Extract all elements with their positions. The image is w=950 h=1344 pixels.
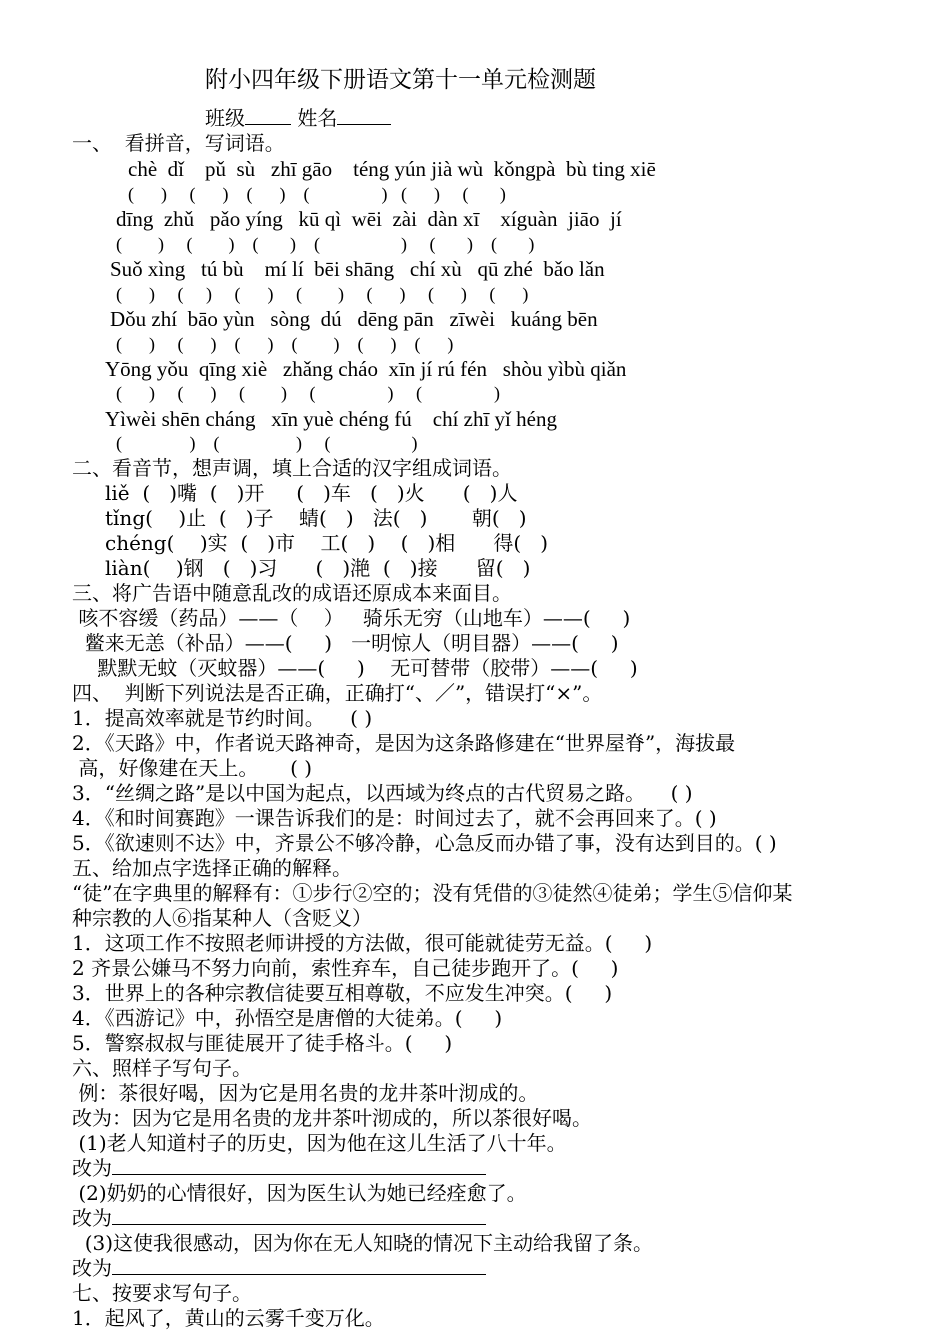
class-field[interactable] bbox=[245, 106, 291, 125]
meaning-item-3[interactable]: 3．世界上的各种宗教信徒要互相尊敬，不应发生冲突。( ) bbox=[72, 981, 613, 1005]
page-title: 附小四年级下册语文第十一单元检测题 bbox=[205, 67, 596, 93]
meaning-item-5[interactable]: 5．警察叔叔与匪徒展开了徒手格斗。( ) bbox=[72, 1031, 453, 1055]
example-rewrite: 改为：因为它是用名贵的龙井茶叶沏成的，所以茶很好喝。 bbox=[72, 1106, 592, 1130]
definition-line-1: “徒”在字典里的解释有：①步行②空的；没有凭借的③徒然④徒弟；学生⑤信仰某 bbox=[72, 881, 793, 905]
judge-item-4[interactable]: 4．《和时间赛跑》一课告诉我们的是：时间过去了，就不会再回来了。( ) bbox=[72, 806, 717, 830]
idiom-line-1[interactable]: 咳不容缓（药品）——（ ） 骑乐无穷（山地车）——( ) bbox=[72, 606, 631, 630]
answer-line-2 bbox=[72, 1206, 486, 1230]
section-5-heading: 五、给加点字选择正确的解释。 bbox=[72, 856, 352, 880]
judge-item-3[interactable]: 3．“丝绸之路”是以中国为起点，以西域为终点的古代贸易之路。 ( ) bbox=[72, 781, 693, 805]
section-2-heading: 二、看音节，想声调，填上合适的汉字组成词语。 bbox=[72, 456, 512, 480]
idiom-line-3[interactable]: 默默无蚊（灭蚊器）——( ) 无可替带（胶带）——( ) bbox=[72, 656, 638, 680]
answer-field-3[interactable] bbox=[112, 1256, 486, 1275]
name-field[interactable] bbox=[337, 106, 391, 125]
example-sentence: 例：茶很好喝，因为它是用名贵的龙井茶叶沏成的。 bbox=[72, 1081, 539, 1105]
answer-brackets-row-2[interactable]: ( ) ( ) ( ) ( ) ( ) ( ) bbox=[116, 234, 535, 254]
answer-brackets-row-1[interactable]: ( ) ( ) ( ) ( ) ( ) ( ) bbox=[128, 184, 506, 204]
answer-brackets-row-3[interactable]: ( ) ( ) ( ) ( ) ( ) ( ) ( ) bbox=[116, 284, 529, 304]
pinyin-row-6: Yìwèi shēn cháng xīn yuè chéng fú chí zhī yǐ héng bbox=[105, 407, 557, 431]
rewrite-item-2: (2)奶奶的心情很好，因为医生认为她已经痊愈了。 bbox=[72, 1181, 527, 1205]
tone-line-1[interactable]: liě ( )嘴 ( )开 ( )车 ( )火 ( )人 bbox=[105, 481, 518, 505]
definition-line-2: 种宗教的人⑥指某种人（含贬义） bbox=[72, 906, 372, 930]
pinyin-row-3: Suǒ xìng tú bù mí lí bēi shāng chí xù qū zhé bǎo lǎn bbox=[110, 257, 605, 281]
section-7-heading: 七、按要求写句子。 bbox=[72, 1281, 252, 1305]
judge-item-2: 2．《天路》中，作者说天路神奇，是因为这条路修建在“世界屋脊”，海拔最 bbox=[72, 731, 736, 755]
meaning-item-4[interactable]: 4．《西游记》中，孙悟空是唐僧的大徒弟。( ) bbox=[72, 1006, 503, 1030]
pinyin-row-4: Dǒu zhí bāo yùn sòng dú dēng pān zīwèi kuáng bēn bbox=[110, 307, 598, 331]
section-3-heading: 三、将广告语中随意乱改的成语还原成本来面目。 bbox=[72, 581, 512, 605]
rewrite-item-1: (1)老人知道村子的历史，因为他在这儿生活了八十年。 bbox=[72, 1131, 567, 1155]
answer-label: 改为 bbox=[72, 1206, 112, 1230]
answer-brackets-row-5[interactable]: ( ) ( ) ( ) ( ) ( ) bbox=[116, 383, 500, 403]
tone-line-4[interactable]: liàn( )钢 ( )习 ( )滟 ( )接 留( ) bbox=[105, 556, 531, 580]
section-4-heading: 四、 判断下列说法是否正确，正确打“、／”，错误打“×”。 bbox=[72, 681, 603, 705]
pinyin-row-2: dīng zhǔ pǎo yíng kū qì wēi zài dàn xī xíguàn jiāo jí bbox=[116, 207, 622, 231]
rewrite-item-3: (3)这使我很感动，因为你在无人知晓的情况下主动给我留了条。 bbox=[72, 1231, 654, 1255]
idiom-line-2[interactable]: 鳖来无恙（补品）——( ) 一明惊人（明目器）——( ) bbox=[72, 631, 619, 655]
pinyin-row-1: chè dǐ pǔ sù zhī gāo téng yún jià wù kǒngpà bù ting xiē bbox=[128, 157, 656, 181]
class-name-line bbox=[205, 106, 391, 130]
answer-field-1[interactable] bbox=[112, 1156, 486, 1175]
answer-brackets-row-6[interactable]: ( ) ( ) ( ) bbox=[116, 433, 418, 453]
meaning-item-1[interactable]: 1．这项工作不按照老师讲授的方法做，很可能就徒劳无益。( ) bbox=[72, 931, 653, 955]
section-1-heading: 一、 看拼音，写词语。 bbox=[72, 131, 285, 155]
answer-label: 改为 bbox=[72, 1156, 112, 1180]
class-label: 班级 bbox=[205, 106, 245, 130]
answer-line-3 bbox=[72, 1256, 486, 1280]
meaning-item-2[interactable]: 2 齐景公嫌马不努力向前，索性弃车，自己徒步跑开了。( ) bbox=[72, 956, 619, 980]
answer-label: 改为 bbox=[72, 1256, 112, 1280]
tone-line-3[interactable]: chéng( )实 ( )市 工( ) ( )相 得( ) bbox=[105, 531, 549, 555]
judge-item-5[interactable]: 5．《欲速则不达》中，齐景公不够冷静，心急反而办错了事，没有达到目的。( ) bbox=[72, 831, 777, 855]
section-6-heading: 六、照样子写句子。 bbox=[72, 1056, 252, 1080]
answer-brackets-row-4[interactable]: ( ) ( ) ( ) ( ) ( ) ( ) bbox=[116, 334, 454, 354]
answer-line-1 bbox=[72, 1156, 486, 1180]
tone-line-2[interactable]: tǐng( )止 ( )子 蜻( ) 法( ) 朝( ) bbox=[105, 506, 527, 530]
requirement-item-1: 1．起风了，黄山的云雾千变万化。 bbox=[72, 1306, 385, 1330]
answer-field-2[interactable] bbox=[112, 1206, 486, 1225]
judge-item-2-cont[interactable]: 高，好像建在天上。 ( ) bbox=[72, 756, 313, 780]
name-label: 姓名 bbox=[297, 106, 338, 130]
judge-item-1[interactable]: 1．提高效率就是节约时间。 ( ) bbox=[72, 706, 373, 730]
pinyin-row-5: Yōng yǒu qīng xiè zhǎng cháo xīn jí rú fén shòu yìbù qiǎn bbox=[105, 357, 627, 381]
